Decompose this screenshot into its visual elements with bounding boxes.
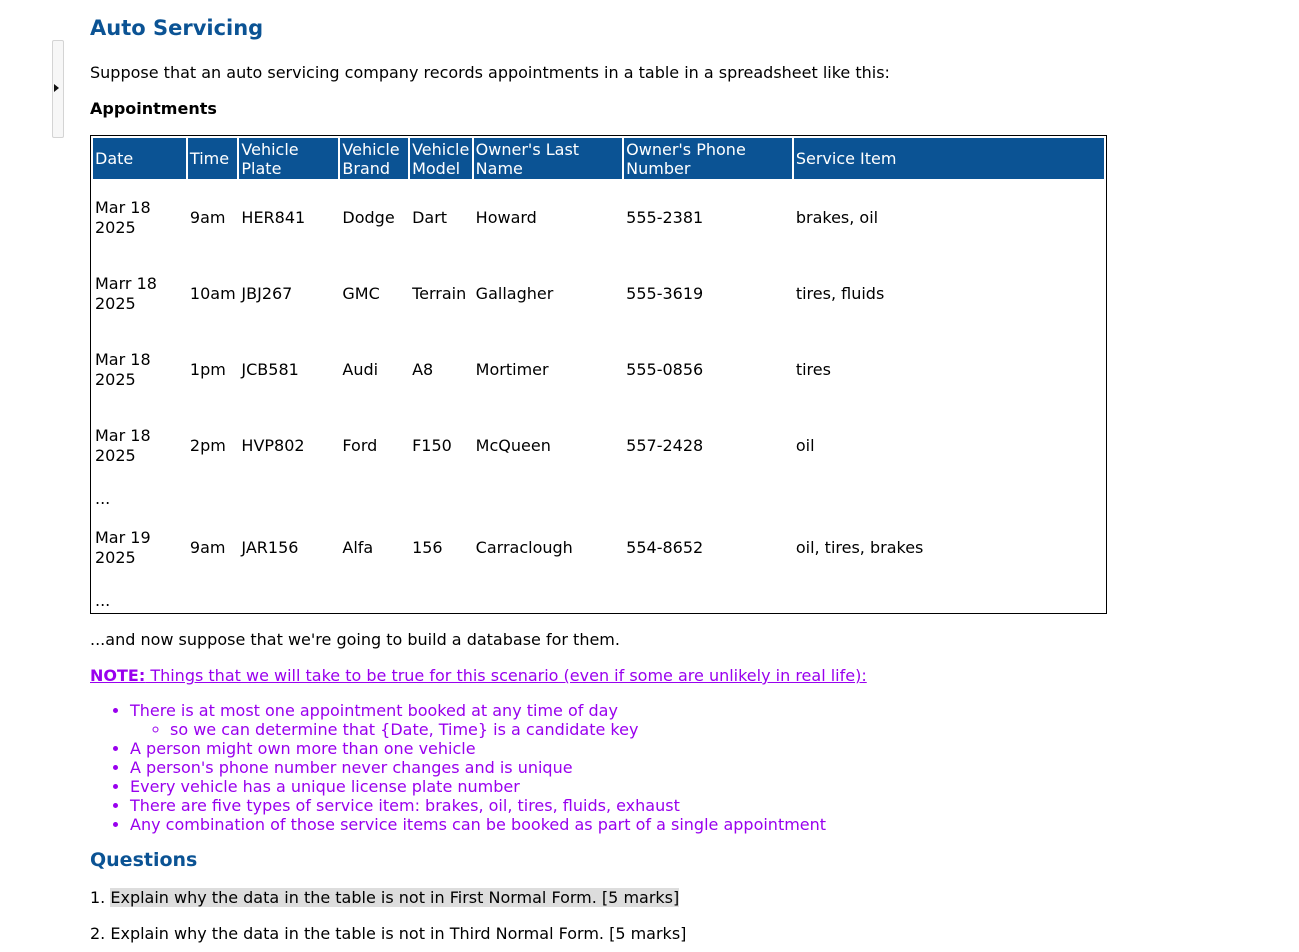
cell-time: 1pm [189,360,226,379]
table-caption: Appointments [90,99,217,118]
header-owner-last-name: Owner's Last Name [474,138,622,179]
cell-brand: Alfa [342,538,374,557]
cell-date: Mar 19 2025 [95,528,151,567]
cell-plate: HER841 [241,208,306,227]
header-vehicle-plate: Vehicle Plate [239,138,338,179]
cell-model: 156 [412,538,443,557]
list-item: • Every vehicle has a unique license plate number [130,777,1270,796]
list-item: • Any combination of those service items can be booked as part of a single appointment [130,815,1270,834]
ellipsis-cell: ... [95,489,111,508]
cell-phone: 554-8652 [626,538,704,557]
header-vehicle-model: Vehicle Model [410,138,472,179]
cell-phone: 555-2381 [626,208,704,227]
table-row-ellipsis [93,485,1104,509]
note-label: NOTE: [90,666,146,685]
assumptions-list [90,701,1270,834]
sidebar-toggle[interactable] [52,40,64,138]
cell-service: brakes, oil [795,208,879,227]
cell-last-name: Carraclough [475,538,573,557]
question-text: Explain why the data in the table is not in First Normal Form. [5 marks] [110,888,680,907]
header-time: Time [188,138,237,179]
question-1 [90,887,1270,909]
cell-last-name: Gallagher [475,284,554,303]
cell-time: 9am [189,538,226,557]
cell-phone: 557-2428 [626,436,704,455]
table-row [93,409,1104,483]
question-text: Explain why the data in the table is not in Third Normal Form. [5 marks] [110,924,687,943]
page-title: Auto Servicing [90,16,264,40]
cell-brand: Ford [342,436,378,455]
cell-model: A8 [412,360,434,379]
table-row [93,511,1104,585]
header-date: Date [93,138,186,179]
cell-model: Dart [412,208,448,227]
cell-plate: JBJ267 [241,284,293,303]
cell-last-name: Mortimer [475,360,549,379]
cell-brand: Dodge [342,208,395,227]
list-item: • A person might own more than one vehicle [130,739,1270,758]
cell-model: Terrain [412,284,467,303]
table-header-row [93,138,1104,179]
questions-heading: Questions [90,849,198,871]
assumption-text: There is at most one appointment booked at any time of day [130,701,618,720]
cell-date: Marr 18 2025 [95,274,157,313]
ellipsis-cell: ... [95,591,111,610]
table-row-ellipsis [93,587,1104,611]
cell-date: Mar 18 2025 [95,426,151,465]
header-vehicle-brand: Vehicle Brand [340,138,408,179]
cell-brand: Audi [342,360,379,379]
intro-paragraph: Suppose that an auto servicing company records appointments in a table in a spreadsheet like this: [90,63,890,82]
sub-list [130,720,1270,739]
cell-date: Mar 18 2025 [95,198,151,237]
cell-time: 10am [189,284,236,303]
cell-plate: JAR156 [241,538,299,557]
cell-time: 2pm [189,436,226,455]
cell-plate: HVP802 [241,436,305,455]
list-item: • There are five types of service item: brakes, oil, tires, fluids, exhaust [130,796,1270,815]
note-text: Things that we will take to be true for this scenario (even if some are unlikely in real life): [145,666,867,685]
question-number: 2. [90,924,106,943]
cell-service: tires, fluids [795,284,885,303]
cell-plate: JCB581 [241,360,299,379]
list-item: • A person's phone number never changes and is unique [130,758,1270,777]
cell-service: oil [795,436,815,455]
table-row [93,333,1104,407]
table-row [93,257,1104,331]
cell-service: oil, tires, brakes [795,538,924,557]
cell-date: Mar 18 2025 [95,350,151,389]
cell-model: F150 [412,436,452,455]
page-content [90,0,1270,945]
question-number: 1. [90,888,106,907]
list-item: ◦ so we can determine that {Date, Time} is a candidate key [170,720,1270,739]
cell-last-name: McQueen [475,436,551,455]
table-row [93,181,1104,255]
cell-time: 9am [189,208,226,227]
header-owner-phone: Owner's Phone Number [624,138,792,179]
cell-phone: 555-3619 [626,284,704,303]
list-item [130,701,1270,739]
cell-phone: 555-0856 [626,360,704,379]
note-link[interactable] [90,665,867,687]
appointments-table [90,135,1107,614]
question-2 [90,923,1270,945]
cell-service: tires [795,360,831,379]
expand-arrow-icon [54,84,59,92]
cell-last-name: Howard [475,208,537,227]
cell-brand: GMC [342,284,380,303]
header-service-item: Service Item [794,138,1104,179]
after-table-paragraph: ...and now suppose that we're going to build a database for them. [90,630,620,649]
